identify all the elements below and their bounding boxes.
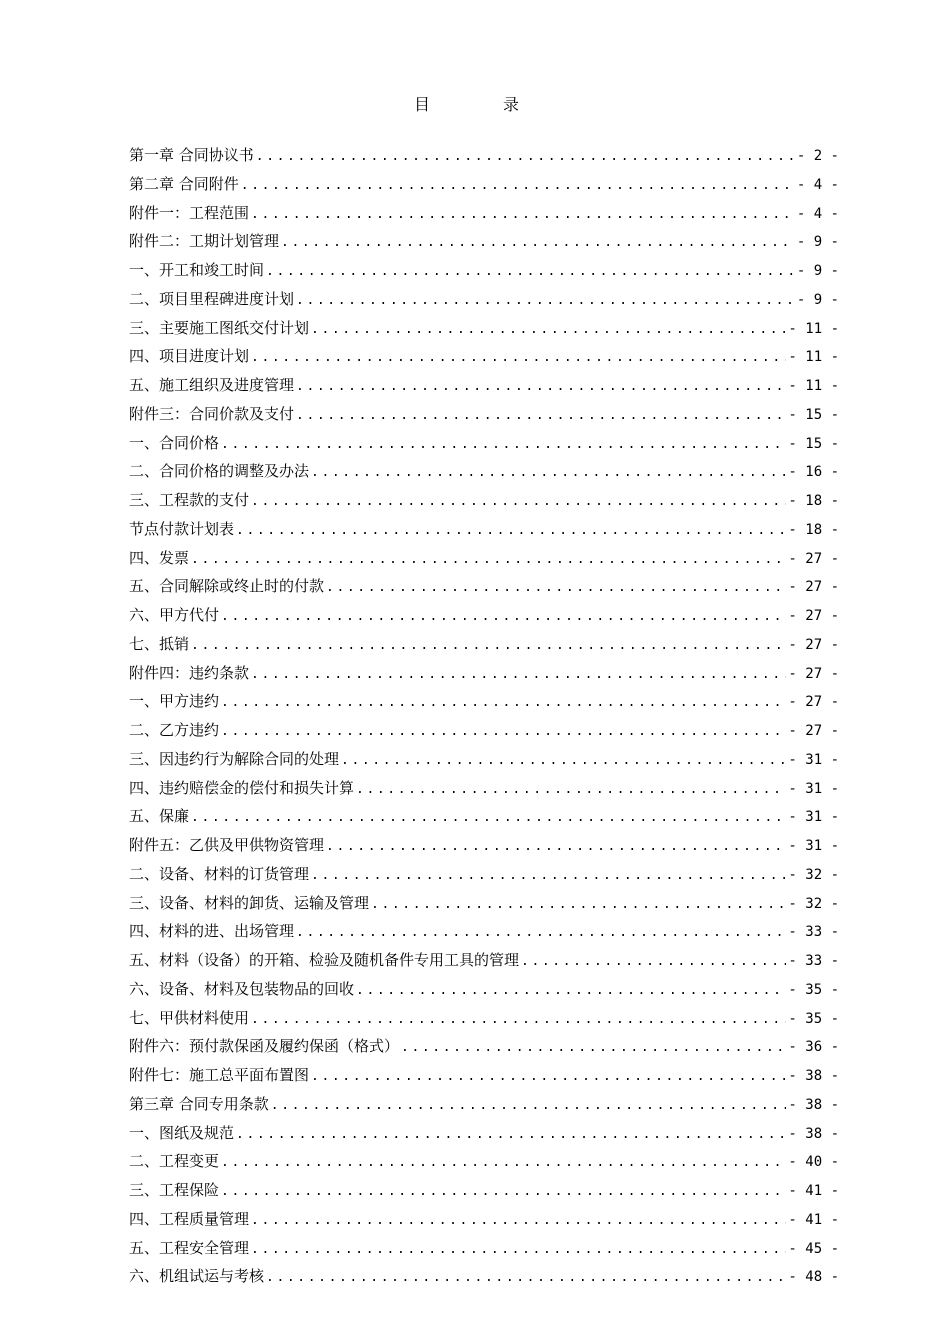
toc-entry-title: 五、保廉 bbox=[129, 807, 190, 826]
toc-page-number: - 27 - bbox=[788, 550, 839, 567]
toc-entry[interactable] bbox=[129, 745, 839, 774]
toc-dot-leader bbox=[251, 661, 786, 690]
toc-entry-title: 六、机组试运与考核 bbox=[129, 1267, 265, 1286]
toc-page-number: - 16 - bbox=[788, 464, 839, 481]
toc-page-number: - 45 - bbox=[788, 1240, 839, 1257]
toc-entry[interactable] bbox=[129, 1090, 839, 1119]
toc-entry[interactable] bbox=[129, 572, 839, 601]
toc-entry[interactable] bbox=[129, 400, 839, 429]
toc-entry-title: 三、主要施工图纸交付计划 bbox=[129, 318, 310, 337]
toc-entry[interactable] bbox=[129, 659, 839, 688]
toc-page-number: - 35 - bbox=[788, 981, 839, 998]
toc-entry-title: 第一章 合同协议书 bbox=[129, 146, 254, 164]
toc-entry-title: 三、因违约行为解除合同的处理 bbox=[129, 749, 340, 768]
toc-dot-leader bbox=[191, 632, 786, 661]
toc-dot-leader bbox=[221, 431, 786, 460]
toc-entry-title: 五、工程安全管理 bbox=[129, 1238, 250, 1257]
toc-entry-title: 二、设备、材料的订货管理 bbox=[129, 864, 310, 883]
toc-entry[interactable] bbox=[129, 831, 839, 860]
toc-entry[interactable] bbox=[129, 1176, 839, 1205]
toc-page-number: - 11 - bbox=[788, 378, 839, 394]
toc-page-number: - 27 - bbox=[788, 723, 839, 739]
toc-page-number: - 31 - bbox=[788, 751, 839, 768]
toc-page-number: - 31 - bbox=[788, 809, 839, 826]
toc-entry-title: 四、发票 bbox=[129, 548, 190, 567]
toc-dot-leader bbox=[521, 948, 786, 977]
toc-dot-leader bbox=[266, 258, 795, 287]
toc-dot-leader bbox=[371, 891, 786, 920]
toc-dot-leader bbox=[236, 1121, 786, 1150]
toc-entry[interactable] bbox=[129, 601, 839, 630]
toc-entry[interactable] bbox=[129, 687, 839, 716]
toc-entry[interactable] bbox=[129, 1205, 839, 1234]
toc-dot-leader bbox=[191, 546, 786, 575]
toc-page-number: - 27 - bbox=[788, 579, 839, 596]
toc-entry[interactable] bbox=[129, 457, 839, 486]
toc-entry-title: 一、合同价格 bbox=[129, 433, 220, 452]
toc-entry[interactable] bbox=[129, 1262, 839, 1291]
toc-page-number: - 9 - bbox=[796, 263, 839, 279]
toc-dot-leader bbox=[271, 1092, 787, 1121]
toc-page-number: - 31 - bbox=[788, 780, 839, 797]
toc-entry[interactable] bbox=[129, 314, 839, 343]
toc-entry-title: 五、合同解除或终止时的付款 bbox=[129, 577, 325, 596]
toc-dot-leader bbox=[281, 229, 795, 258]
toc-page-number: - 11 - bbox=[788, 320, 839, 337]
toc-dot-leader bbox=[221, 1178, 786, 1207]
toc-entry-title: 第二章 合同附件 bbox=[129, 174, 239, 193]
toc-dot-leader bbox=[311, 459, 786, 488]
toc-entry-title: 二、乙方违约 bbox=[129, 721, 220, 739]
toc-dot-leader bbox=[236, 517, 786, 546]
toc-entry[interactable] bbox=[129, 1032, 839, 1061]
toc-dot-leader bbox=[256, 143, 795, 172]
toc-entry-title: 七、甲供材料使用 bbox=[129, 1008, 250, 1027]
toc-entry-title: 附件二：工期计划管理 bbox=[129, 232, 280, 251]
toc-entry-title: 附件四：违约条款 bbox=[129, 663, 250, 682]
toc-entry[interactable] bbox=[129, 1234, 839, 1263]
toc-entry-title: 二、项目里程碑进度计划 bbox=[129, 289, 295, 308]
toc-dot-leader bbox=[296, 402, 786, 431]
toc-dot-leader bbox=[296, 919, 786, 948]
toc-entry[interactable] bbox=[129, 227, 839, 256]
toc-entry-title: 节点付款计划表 bbox=[129, 519, 235, 538]
toc-entry[interactable] bbox=[129, 256, 839, 285]
toc-entry-title: 附件五：乙供及甲供物资管理 bbox=[129, 836, 325, 854]
toc-entry-title: 三、工程保险 bbox=[129, 1181, 220, 1199]
toc-dot-leader bbox=[401, 1034, 786, 1063]
toc-page-number: - 27 - bbox=[788, 665, 839, 682]
toc-dot-leader bbox=[326, 833, 786, 862]
toc-entry-title: 二、合同价格的调整及办法 bbox=[129, 462, 310, 481]
toc-page-number: - 32 - bbox=[788, 895, 839, 912]
toc-dot-leader bbox=[266, 1264, 786, 1293]
toc-entry[interactable] bbox=[129, 946, 839, 975]
toc-dot-leader bbox=[251, 1006, 786, 1035]
toc-page-number: - 33 - bbox=[788, 953, 839, 969]
toc-entry[interactable] bbox=[129, 515, 839, 544]
toc-dot-leader bbox=[251, 1236, 786, 1265]
toc-entry-title: 四、材料的进、出场管理 bbox=[129, 922, 295, 941]
toc-entry[interactable] bbox=[129, 975, 839, 1004]
toc-dot-leader bbox=[296, 287, 795, 316]
toc-entry-title: 六、设备、材料及包装物品的回收 bbox=[129, 979, 355, 998]
toc-page-number: - 36 - bbox=[788, 1039, 839, 1056]
toc-entry-title: 三、工程款的支付 bbox=[129, 491, 250, 509]
toc-dot-leader bbox=[221, 689, 786, 718]
toc-entry-title: 第三章 合同专用条款 bbox=[129, 1094, 269, 1113]
toc-page-number: - 41 - bbox=[788, 1183, 839, 1199]
toc-dot-leader bbox=[356, 776, 786, 805]
toc-entry-title: 四、违约赔偿金的偿付和损失计算 bbox=[129, 778, 355, 797]
toc-entry[interactable] bbox=[129, 429, 839, 458]
toc-page-number: - 33 - bbox=[788, 924, 839, 941]
toc-dot-leader bbox=[311, 316, 786, 345]
toc-page-number: - 38 - bbox=[788, 1125, 839, 1142]
toc-page-number: - 27 - bbox=[788, 636, 839, 653]
toc-page-number: - 27 - bbox=[788, 694, 839, 711]
toc-page-number: - 2 - bbox=[796, 148, 839, 164]
toc-dot-leader bbox=[341, 747, 786, 776]
toc-page-number: - 15 - bbox=[788, 406, 839, 423]
toc-entry-title: 一、图纸及规范 bbox=[129, 1123, 235, 1142]
toc-page-number: - 18 - bbox=[788, 493, 839, 509]
toc-entry[interactable] bbox=[129, 1061, 839, 1090]
toc-page-number: - 38 - bbox=[788, 1068, 839, 1084]
toc-page-number: - 41 - bbox=[788, 1211, 839, 1228]
toc-dot-leader bbox=[221, 1149, 786, 1178]
toc-entry[interactable] bbox=[129, 860, 839, 889]
toc-entry[interactable] bbox=[129, 802, 839, 831]
toc-page-number: - 31 - bbox=[788, 838, 839, 854]
toc-entry-title: 附件三：合同价款及支付 bbox=[129, 404, 295, 423]
toc-entry[interactable] bbox=[129, 889, 839, 918]
toc-page-number: - 27 - bbox=[788, 608, 839, 624]
toc-entry[interactable] bbox=[129, 1119, 839, 1148]
table-of-contents bbox=[129, 141, 839, 1291]
toc-dot-leader bbox=[326, 574, 786, 603]
toc-page-number: - 35 - bbox=[788, 1010, 839, 1027]
toc-entry-title: 四、项目进度计划 bbox=[129, 347, 250, 366]
toc-entry[interactable] bbox=[129, 141, 839, 170]
toc-page-number: - 40 - bbox=[788, 1154, 839, 1171]
toc-dot-leader bbox=[251, 344, 786, 373]
toc-entry[interactable] bbox=[129, 371, 839, 400]
toc-entry-title: 五、施工组织及进度管理 bbox=[129, 376, 295, 394]
toc-dot-leader bbox=[311, 1063, 786, 1092]
toc-entry[interactable] bbox=[129, 342, 839, 371]
toc-entry-title: 二、工程变更 bbox=[129, 1152, 220, 1171]
toc-page-number: - 4 - bbox=[796, 176, 839, 193]
toc-entry[interactable] bbox=[129, 199, 839, 228]
toc-dot-leader bbox=[311, 862, 786, 891]
toc-entry-title: 一、甲方违约 bbox=[129, 692, 220, 711]
toc-dot-leader bbox=[221, 718, 786, 747]
toc-entry[interactable] bbox=[129, 1004, 839, 1033]
toc-dot-leader bbox=[356, 977, 786, 1006]
toc-page-number: - 18 - bbox=[788, 521, 839, 538]
toc-page-number: - 4 - bbox=[796, 205, 839, 222]
toc-entry-title: 附件七：施工总平面布置图 bbox=[129, 1066, 310, 1084]
toc-dot-leader bbox=[296, 373, 786, 402]
toc-entry[interactable] bbox=[129, 486, 839, 515]
page-title: 目 录 bbox=[413, 95, 554, 114]
toc-page-number: - 38 - bbox=[788, 1096, 839, 1113]
toc-entry[interactable] bbox=[129, 716, 839, 745]
toc-dot-leader bbox=[251, 488, 786, 517]
toc-entry-title: 六、甲方代付 bbox=[129, 606, 220, 624]
toc-page-number: - 9 - bbox=[796, 291, 839, 308]
toc-page-number: - 32 - bbox=[788, 866, 839, 883]
toc-dot-leader bbox=[221, 603, 786, 632]
toc-entry-title: 附件一：工程范围 bbox=[129, 203, 250, 222]
toc-dot-leader bbox=[241, 172, 795, 201]
toc-entry[interactable] bbox=[129, 1147, 839, 1176]
toc-page-number: - 15 - bbox=[788, 435, 839, 452]
toc-entry-title: 一、开工和竣工时间 bbox=[129, 261, 265, 279]
toc-entry-title: 五、材料（设备）的开箱、检验及随机备件专用工具的管理 bbox=[129, 951, 520, 969]
toc-entry[interactable] bbox=[129, 170, 839, 199]
toc-entry[interactable] bbox=[129, 285, 839, 314]
toc-dot-leader bbox=[191, 804, 786, 833]
toc-entry[interactable] bbox=[129, 917, 839, 946]
toc-entry-title: 七、抵销 bbox=[129, 634, 190, 653]
toc-entry-title: 三、设备、材料的卸货、运输及管理 bbox=[129, 893, 370, 912]
toc-entry[interactable] bbox=[129, 544, 839, 573]
toc-entry[interactable] bbox=[129, 630, 839, 659]
toc-entry-title: 四、工程质量管理 bbox=[129, 1209, 250, 1228]
toc-dot-leader bbox=[251, 1207, 786, 1236]
toc-entry-title: 附件六：预付款保函及履约保函（格式） bbox=[129, 1037, 400, 1056]
toc-page-number: - 11 - bbox=[788, 349, 839, 366]
toc-entry[interactable] bbox=[129, 774, 839, 803]
toc-page-number: - 9 - bbox=[796, 234, 839, 251]
toc-page-number: - 48 - bbox=[788, 1269, 839, 1286]
toc-dot-leader bbox=[251, 201, 795, 230]
